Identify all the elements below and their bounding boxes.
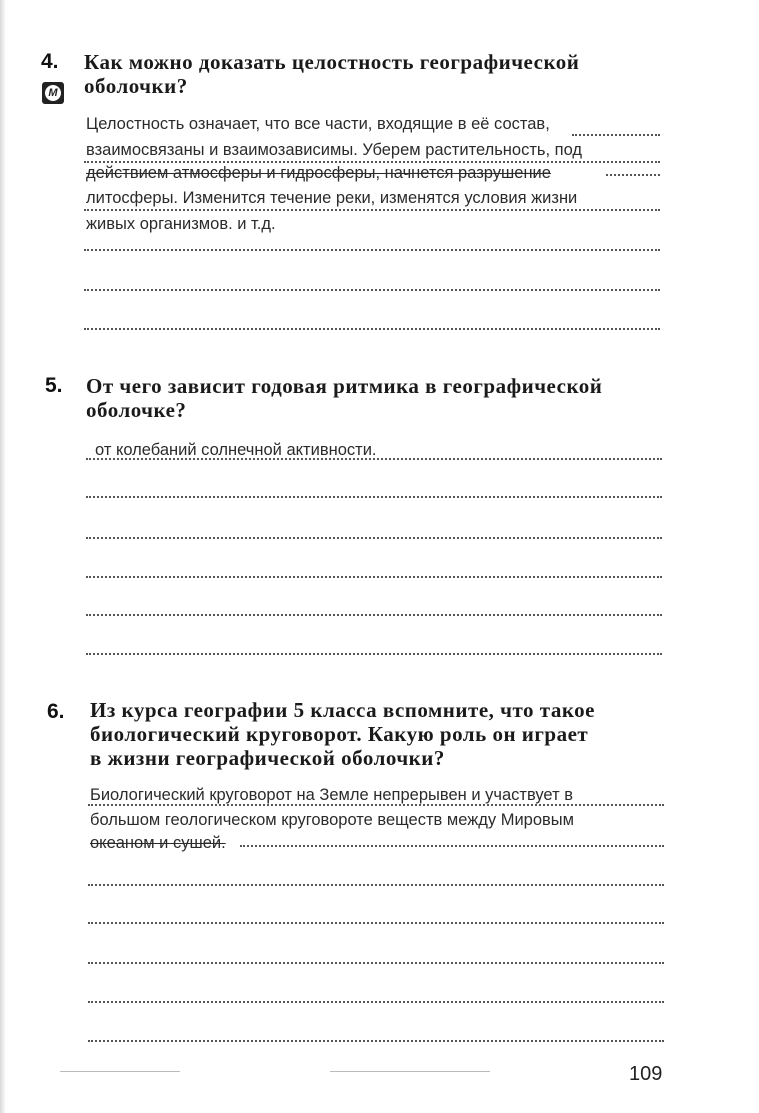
writing-line [572, 134, 660, 136]
question-5-text: От чего зависит годовая ритмика в географической оболочке? [86, 374, 603, 422]
writing-line [86, 458, 662, 460]
writing-line [88, 884, 664, 886]
writing-line [86, 653, 662, 655]
writing-line [88, 962, 664, 964]
question-6-answer-line-3: океаном и сушей. [90, 834, 226, 852]
question-4-answer-line-5: живых организмов. и т.д. [86, 215, 276, 233]
question-4-answer-line-4: литосферы. Изменится течение реки, изменятся условия жизни [86, 189, 578, 207]
question-5-answer-line-1: от колебаний солнечной активности. [95, 441, 377, 459]
question-4-answer-line-1: Целостность означает, что все части, входящие в её состав, [86, 115, 550, 133]
writing-line [84, 289, 660, 291]
writing-line [86, 576, 662, 578]
question-6-number: 6. [47, 700, 65, 723]
writing-line [84, 328, 660, 330]
metasubject-badge-icon: M [42, 82, 64, 104]
page-edge-shadow [0, 0, 6, 1113]
question-4-text: Как можно доказать целостность географической оболочки? [84, 50, 580, 98]
question-4-number: 4. [41, 50, 59, 73]
writing-line [88, 804, 664, 806]
writing-line [84, 161, 660, 163]
scan-artifact [330, 1071, 490, 1072]
scan-artifact [60, 1071, 180, 1072]
page-number: 109 [629, 1063, 663, 1085]
writing-line [86, 496, 662, 498]
writing-line [606, 174, 660, 176]
writing-line [84, 209, 660, 211]
question-5-number: 5. [45, 374, 63, 397]
question-4-answer-line-3: действием атмосферы и гидросферы, начнется разрушение [86, 164, 551, 182]
writing-line [88, 1040, 664, 1042]
writing-line [240, 845, 664, 847]
question-6-text: Из курса географии 5 класса вспомните, что такое биологический круговорот. Какую роль он играет в жизни географической оболочки? [90, 698, 595, 770]
writing-line [84, 249, 660, 251]
question-4-answer-line-2: взаимосвязаны и взаимозависимы. Уберем растительность, под [86, 141, 583, 159]
writing-line [88, 1001, 664, 1003]
question-6-answer-line-2: большом геологическом круговороте веществ между Мировым [90, 811, 575, 829]
writing-line [88, 922, 664, 924]
writing-line [86, 614, 662, 616]
question-6-answer-line-1: Биологический круговорот на Земле непрерывен и участвует в [90, 786, 573, 804]
writing-line [86, 537, 662, 539]
